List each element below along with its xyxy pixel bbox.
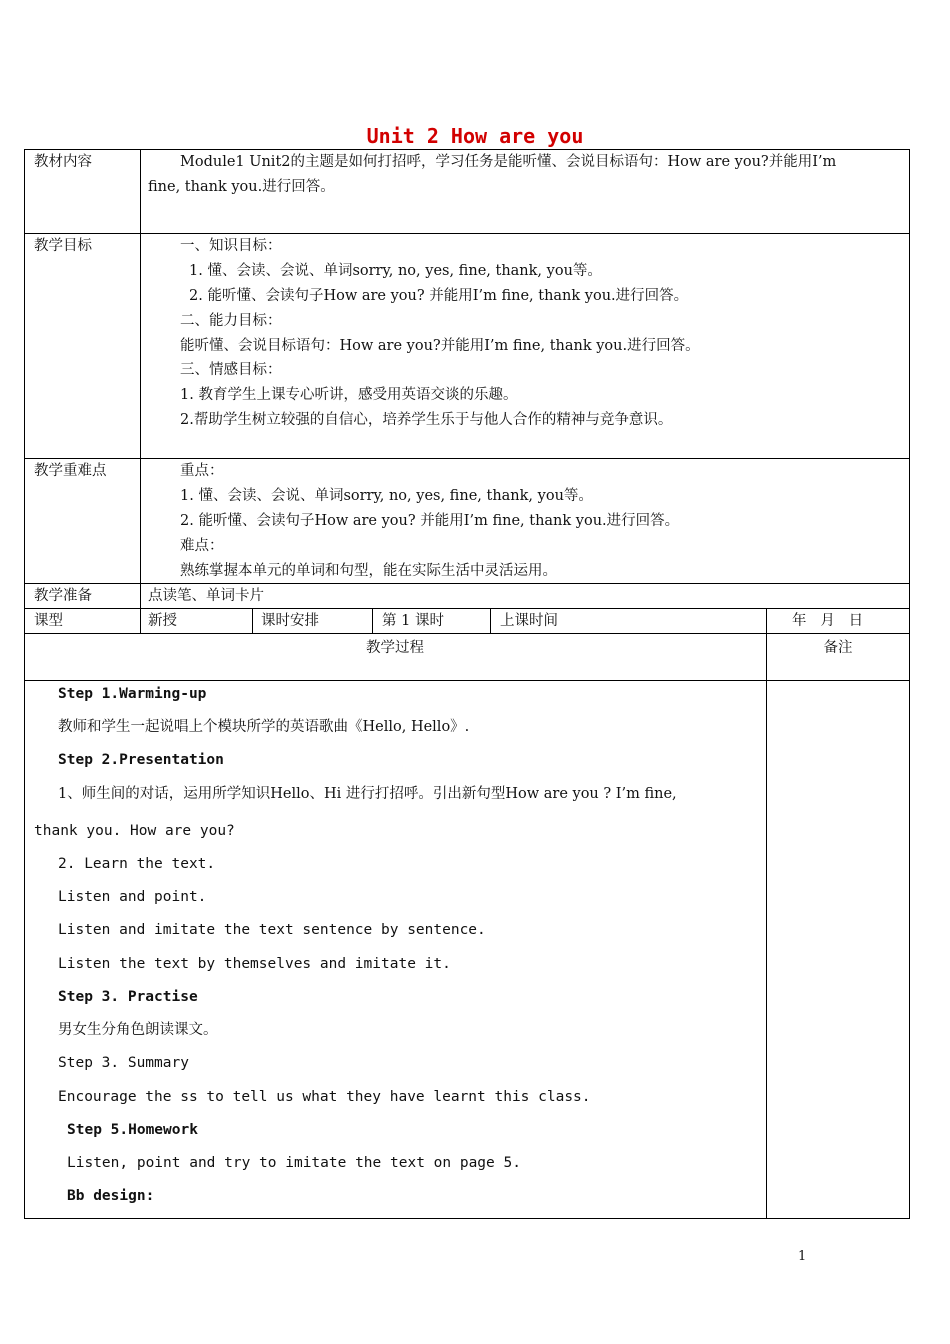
goals-line: 二、能力目标： xyxy=(180,313,282,329)
row-divider xyxy=(24,608,910,609)
content-text-line: Module1 Unit2的主题是如何打招呼，学习任务是能听懂、会说目标语句：How are you?并能用I’m xyxy=(180,154,837,170)
row-divider xyxy=(24,233,910,234)
difficulty-line: 重点： xyxy=(180,463,224,479)
column-divider xyxy=(490,608,491,633)
step-heading: Step 5.Homework xyxy=(67,1122,198,1138)
row-divider xyxy=(24,583,910,584)
row-label-goals: 教学目标 xyxy=(34,238,92,254)
row-label-type: 课型 xyxy=(34,613,63,629)
prep-value: 点读笔、单词卡片 xyxy=(148,588,264,604)
column-divider xyxy=(252,608,253,633)
process-line: Listen, point and try to imitate the text on page 5. xyxy=(67,1155,521,1171)
step-heading: Step 2.Presentation xyxy=(58,752,224,768)
step-heading: Step 3. Practise xyxy=(58,989,198,1005)
difficulty-line: 难点： xyxy=(180,538,224,554)
goals-line: 1. 教育学生上课专心听讲，感受用英语交谈的乐趣。 xyxy=(180,387,518,403)
process-line: Step 3. Summary xyxy=(58,1055,189,1071)
content-text-line: fine, thank you.进行回答。 xyxy=(148,179,335,195)
process-line: Listen and point. xyxy=(58,889,207,905)
process-line: 教师和学生一起说唱上个模块所学的英语歌曲《Hello, Hello》. xyxy=(58,719,470,735)
goals-line: 2. 能听懂、会读句子How are you? 并能用I’m fine, thank you.进行回答。 xyxy=(189,288,689,304)
document-title: Unit 2 How are you xyxy=(366,124,584,148)
goals-line: 能听懂、会说目标语句：How are you?并能用I’m fine, thank you.进行回答。 xyxy=(180,338,700,354)
type-value: 新授 xyxy=(148,613,177,629)
row-divider xyxy=(24,680,910,681)
schedule-value: 第 1 课时 xyxy=(382,613,444,629)
row-divider xyxy=(24,633,910,634)
difficulty-line: 2. 能听懂、会读句子How are you? 并能用I’m fine, thank you.进行回答。 xyxy=(180,513,680,529)
column-divider xyxy=(140,149,141,633)
step-heading: Bb design: xyxy=(67,1188,155,1204)
schedule-label: 课时安排 xyxy=(261,613,319,629)
column-divider xyxy=(766,608,767,1219)
row-label-prep: 教学准备 xyxy=(34,588,92,604)
process-line: Listen and imitate the text sentence by sentence. xyxy=(58,922,486,938)
page-number: 1 xyxy=(798,1249,807,1264)
process-line: thank you. How are you? xyxy=(34,823,235,839)
row-divider xyxy=(24,458,910,459)
step-heading: Step 1.Warming-up xyxy=(58,686,207,702)
process-line: 男女生分角色朗读课文。 xyxy=(58,1022,218,1038)
difficulty-line: 熟练掌握本单元的单词和句型，能在实际生活中灵活运用。 xyxy=(180,563,557,579)
column-divider xyxy=(372,608,373,633)
goals-line: 三、情感目标： xyxy=(180,362,282,378)
difficulty-line: 1. 懂、会读、会说、单词sorry, no, yes, fine, thank, you等。 xyxy=(180,488,593,504)
notes-header: 备注 xyxy=(823,640,853,656)
row-label-content: 教材内容 xyxy=(34,154,92,170)
date-value: 年 月 日 xyxy=(792,613,864,629)
process-line: Listen the text by themselves and imitate it. xyxy=(58,956,451,972)
process-line: 2. Learn the text. xyxy=(58,856,216,872)
goals-line: 一、知识目标： xyxy=(180,238,282,254)
process-line: 1、师生间的对话，运用所学知识Hello、Hi 进行打招呼。引出新句型How are you ? I’m fine, xyxy=(58,786,677,802)
process-line: Encourage the ss to tell us what they have learnt this class. xyxy=(58,1089,591,1105)
time-label: 上课时间 xyxy=(500,613,558,629)
goals-line: 1. 懂、会读、会说、单词sorry, no, yes, fine, thank, you等。 xyxy=(189,263,602,279)
row-label-difficulty: 教学重难点 xyxy=(34,463,107,479)
process-header: 教学过程 xyxy=(366,640,424,656)
goals-line: 2.帮助学生树立较强的自信心，培养学生乐于与他人合作的精神与竞争意识。 xyxy=(180,412,673,428)
